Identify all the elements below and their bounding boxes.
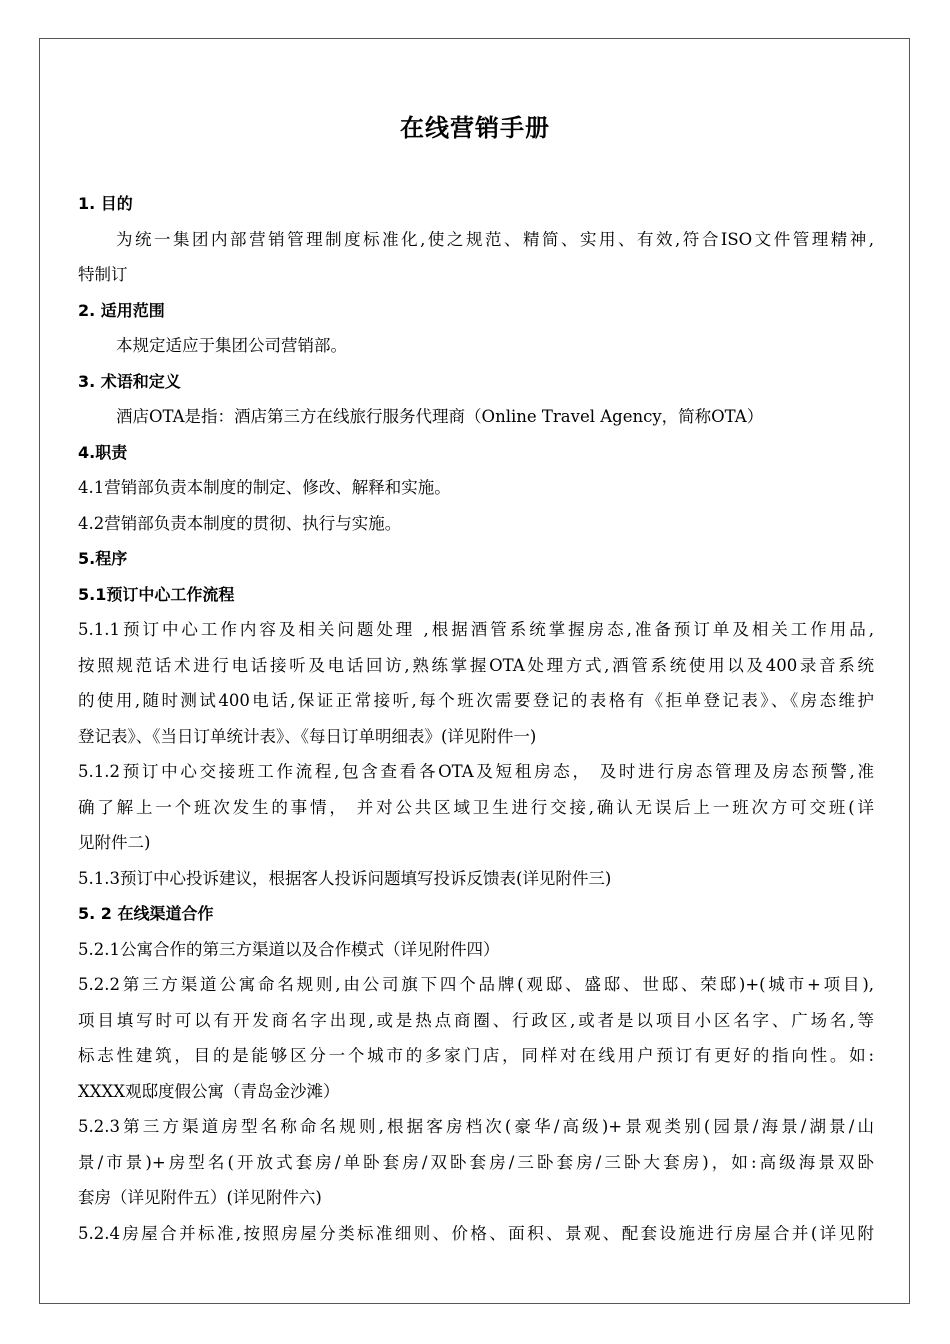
document-title: 在线营销手册	[400, 114, 550, 142]
paragraph-line: 4.2营销部负责本制度的贯彻、执行与实施。	[78, 513, 402, 533]
paragraph-line: 5.2.1公寓合作的第三方渠道以及合作模式（详见附件四）	[78, 939, 500, 959]
section-heading-purpose: 1. 目的	[78, 194, 133, 213]
paragraph-line: 确了解上一个班次发生的事情， 并对公共区域卫生进行交接,确认无误后上一班次方可交班(详	[78, 797, 874, 817]
section-heading-scope: 2. 适用范围	[78, 300, 165, 320]
paragraph-line: 5.2.4房屋合并标准,按照房屋分类标准细则、价格、面积、景观、配套设施进行房屋合并(详见附	[78, 1223, 874, 1243]
paragraph-line: 景/市景)+房型名(开放式套房/单卧套房/双卧套房/三卧套房/三卧大套房)，如:高级海景双卧	[78, 1152, 874, 1172]
document-body	[78, 186, 874, 1251]
paragraph-line: 为统一集团内部营销管理制度标准化,使之规范、精简、实用、有效,符合ISO文件管理精神,	[116, 229, 874, 249]
paragraph-line: 酒店OTA是指：酒店第三方在线旅行服务代理商（Online Travel Agency，简称OTA）	[116, 407, 764, 426]
paragraph-line: 按照规范话术进行电话接听及电话回访,熟练掌握OTA处理方式,酒管系统使用以及400录音系统	[78, 655, 874, 675]
paragraph-line: 特制订	[78, 265, 128, 284]
paragraph-line: 的使用,随时测试400电话,保证正常接听,每个班次需要登记的表格有《拒单登记表》、《房态维护	[78, 691, 874, 710]
section-heading-booking-center: 5.1预订中心工作流程	[78, 584, 235, 604]
section-heading-duties: 4.职责	[78, 442, 128, 462]
paragraph-line: 项目填写时可以有开发商名字出现,或是热点商圈、行政区,或者是以项目小区名字、广场名,等	[78, 1010, 874, 1030]
paragraph-line: 5.1.1预订中心工作内容及相关问题处理 ,根据酒管系统掌握房态,准备预订单及相关工作用品,	[78, 620, 874, 639]
paragraph-line: 5.1.2预订中心交接班工作流程,包含查看各OTA及短租房态， 及时进行房态管理及房态预警,准	[78, 762, 874, 781]
section-heading-procedure: 5.程序	[78, 549, 128, 568]
paragraph-line: 标志性建筑，目的是能够区分一个城市的多家门店，同样对在线用户预订有更好的指向性。如:	[78, 1046, 874, 1065]
paragraph-line: 5.2.3第三方渠道房型名称命名规则,根据客房档次(豪华/高级)+景观类别(园景/海景/湖景/山	[78, 1117, 874, 1136]
paragraph-line: 5.2.2第三方渠道公寓命名规则,由公司旗下四个品牌(观邸、盛邸、世邸、荣邸)+(城市+项目),	[78, 975, 874, 994]
paragraph-line: 本规定适应于集团公司营销部。	[116, 336, 347, 355]
paragraph-line: 5.1.3预订中心投诉建议，根据客人投诉问题填写投诉反馈表(详见附件三)	[78, 868, 612, 888]
paragraph-line: 登记表》、《当日订单统计表》、《每日订单明细表》(详见附件一)	[78, 726, 537, 746]
section-heading-online-channels: 5. 2 在线渠道合作	[78, 904, 214, 923]
section-heading-definitions: 3. 术语和定义	[78, 371, 181, 391]
paragraph-line: 4.1营销部负责本制度的制定、修改、解释和实施。	[78, 478, 451, 497]
paragraph-line: XXXX观邸度假公寓（青岛金沙滩）	[78, 1081, 340, 1101]
paragraph-line: 套房（详见附件五）(详见附件六)	[78, 1188, 322, 1207]
paragraph-line: 见附件二)	[78, 833, 151, 852]
